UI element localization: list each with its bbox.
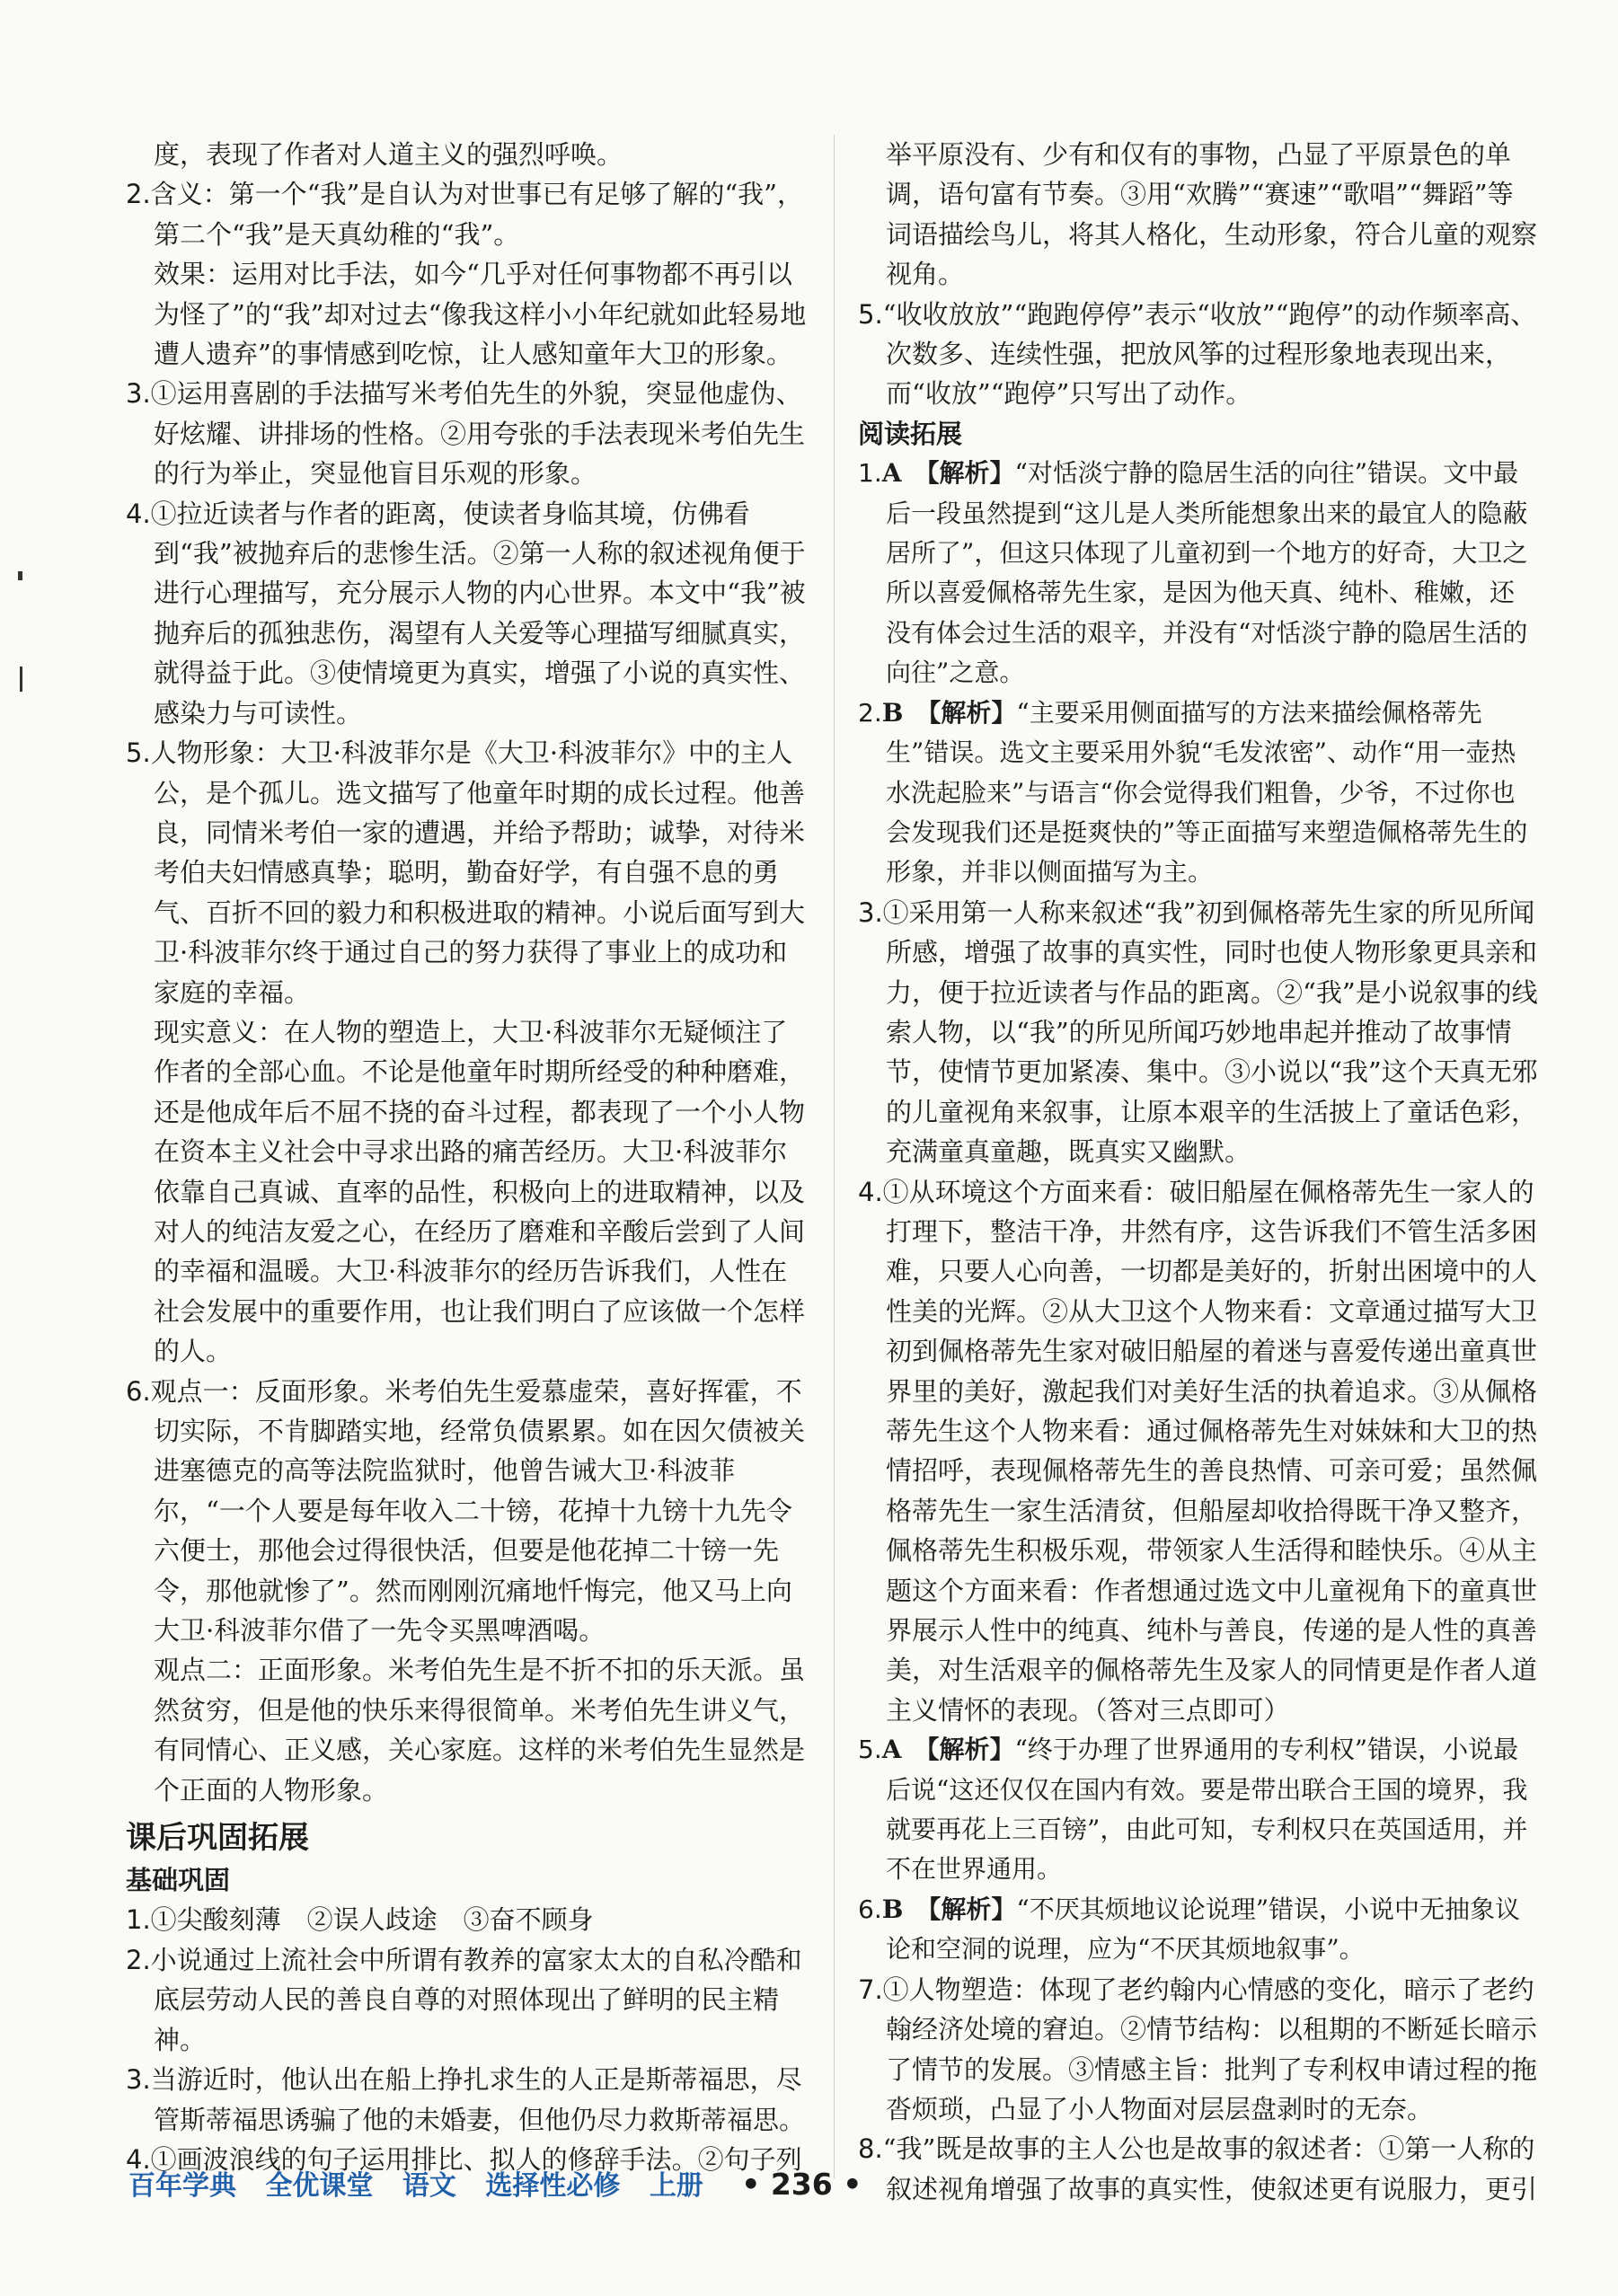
scan-mark [18,571,22,580]
item-text: ①人物塑造：体现了老约翰内心情感的变化，暗示了老约翰经济处境的窘迫。②情节结构：以租期的不断延长暗示了情节的发展。③情感主旨：批判了专利权申请过程的拖沓烦琐，凸显了小人物面对层层盘剥时的无奈。 [882,1974,1538,2124]
answer-item-b2 [126,1940,810,2060]
item-text: “不厌其烦地议论说理”错误，小说中无抽象议论和空洞的说理，应为“不厌其烦地叙事”。 [886,1894,1521,1965]
item-text: 当游近时，他认出在船上挣扎求生的人正是斯蒂福思，尽管斯蒂福思诱骗了他的未婚妻，但他仍尽力救斯蒂福思。 [150,2064,806,2135]
column-divider [834,135,835,2178]
right-column [858,135,1538,2209]
answer-item-r7 [858,1970,1538,2130]
item-number: 5. [858,1735,882,1765]
answer-item-4 [126,494,810,733]
answer-item-r4 [858,1172,1538,1731]
footer-subject: 语文 [402,2170,456,2202]
item-number: 1. [858,458,882,489]
answer-item-6 [126,1372,810,1651]
item-text: 小说通过上流社会中所谓有教养的富家太太的自私冷酷和底层劳动人民的善良自尊的对照体现出了鲜明的民主精神。 [150,1944,802,2055]
item-text: 人物形象：大卫·科波菲尔是《大卫·科波菲尔》中的主人公，是个孤儿。选文描写了他童年时期的成长过程。他善良，同情米考伯一家的遭遇，并给予帮助；诚挚，对待米考伯夫妇情感真挚；聪明，勤奋好学，有自强不息的勇气、百折不回的毅力和积极进取的精神。小说后面写到大卫·科波菲尔终于通过自己的努力获得了事业上的成功和家庭的幸福。 [150,737,806,1008]
item-number: 4. [126,498,151,529]
item-number: 1. [126,1904,151,1936]
item-number: 2. [858,697,882,728]
item-text: 含义：第一个“我”是自认为对世事已有足够了解的“我”，第二个“我”是天真幼稚的“我”。 [150,179,803,250]
item-paragraph: 观点二：正面形象。米考伯先生是不折不扣的乐天派。虽然贫穷，但是他的快乐来得很简单。米考伯先生讲义气，有同情心、正义感，关心家庭。这样的米考伯先生显然是个正面的人物形象。 [154,1655,806,1806]
answer-item-r5 [858,1730,1538,1890]
item-text: ①尖酸刻薄 ②误人歧途 ③奋不顾身 [150,1904,594,1936]
choice-answer: A [881,1735,902,1765]
item-paragraph: 现实意义：在人物的塑造上，大卫·科波菲尔无疑倾注了作者的全部心血。不论是他童年时期所经受的种种磨难，还是他成年后不屈不挠的奋斗过程，都表现了一个小人物在资本主义社会中寻求出路的痛苦经历。大卫·科波菲尔依靠自己真诚、直率的品性，积极向上的进取精神，以及对人的纯洁友爱之心，在经历了磨难和辛酸后尝到了人间的幸福和温暖。大卫·科波菲尔的经历告诉我们，人性在社会发展中的重要作用，也让我们明白了应该做一个怎样的人。 [154,1016,806,1367]
item-number: 3. [126,378,151,410]
item-text: ①运用喜剧的手法描写米考伯先生的外貌，突显他虚伪、好炫耀、讲排场的性格。②用夸张的手法表现米考伯先生的行为举止，突显他盲目乐观的形象。 [150,378,806,490]
item-number: 6. [126,1375,151,1407]
answer-item-r3 [858,893,1538,1172]
item-text: ①画波浪线的句子运用排比、拟人的修辞手法。②句子列 [150,2143,802,2175]
item-number: 2. [126,1944,151,1975]
answer-item-5 [126,733,810,1012]
item-text: ①从环境这个方面来看：破旧船屋在佩格蒂先生一家人的打理下，整洁干净，井然有序，这告诉我们不管生活多困难，只要人心向善，一切都是美好的，折射出困境中的人性美的光辉。②从大卫这个人物来看：文章通过描写大卫初到佩格蒂先生家对破旧船屋的着迷与喜爱传递出童真世界里的美好，激起我们对美好生活的执着追求。③从佩格蒂先生这个人物来看：通过佩格蒂先生对妹妹和大卫的热情招呼，表现佩格蒂先生的善良热情、可亲可爱；虽然佩格蒂先生一家生活清贫，但船屋却收拾得既干净又整齐，佩格蒂先生积极乐观，带领家人生活得和睦快乐。④从主题这个方面来看：作者想通过选文中儿童视角下的童真世界展示人性中的纯真、纯朴与善良，传递的是人性的真善美，对生活艰辛的佩格蒂先生及家人的同情更是作者人道主义情怀的表现。（答对三点即可） [882,1176,1538,1726]
item-number: 3. [858,896,883,928]
item-number: 5. [858,298,883,330]
answer-item-r6 [858,1890,1538,1970]
item-text: “对恬淡宁静的隐居生活的向往”错误。文中最后一段虽然提到“这儿是人类所能想象出来的最宜人的隐蔽居所了”，但这只体现了儿童初到一个地方的好奇，大卫之所以喜爱佩格蒂先生家，是因为他天真、纯朴、稚嫩，还没有体会过生活的艰辛，并没有“对恬淡宁静的隐居生活的向往”之意。 [886,458,1528,688]
item-text: ①拉近读者与作者的距离，使读者身临其境，仿佛看到“我”被抛弃后的悲惨生活。②第一人称的叙述视角便于进行心理描写，充分展示人物的内心世界。本文中“我”被抛弃后的孤独悲伤，渴望有人关爱等心理描写细腻真实，就得益于此。③使情境更为真实，增强了小说的真实性、感染力与可读性。 [150,498,806,729]
analysis-tag: 【解析】 [928,1894,1017,1924]
item-text: “我”既是故事的主人公也是故事的叙述者：①第一人称的叙述视角增强了故事的真实性，使叙述更有说服力，更引 [882,2133,1538,2204]
analysis-tag: 【解析】 [926,1735,1015,1765]
left-column [126,135,810,2179]
item-number: 3. [126,2064,151,2096]
page-number: • 236 • [741,2167,862,2202]
choice-answer: A [881,458,902,489]
item-number: 6. [858,1894,882,1924]
item-number: 2. [126,179,151,210]
scan-mark [20,667,22,692]
answer-item-b5 [858,295,1538,414]
item-text: “终于办理了世界通用的专利权”错误，小说最后说“这还仅仅在国内有效。要是带出联合王国的境界，我就要再花上三百镑”，由此可知，专利权只在英国适用，并不在世界通用。 [886,1735,1528,1885]
choice-answer: B [881,1894,904,1924]
footer-course: 选择性必修 [485,2170,621,2202]
choice-answer: B [881,697,904,728]
answer-item-2 [126,174,810,254]
item-number: 4. [126,2143,151,2175]
answer-item-b1 [126,1900,810,1939]
section-heading: 课后巩固拓展 [126,1820,309,1857]
footer-series: 全优课堂 [265,2170,374,2202]
analysis-tag: 【解析】 [926,458,1015,489]
item-text: 观点一：反面形象。米考伯先生爱慕虚荣，喜好挥霍，不切实际，不肯脚踏实地，经常负债累累。如在因欠债被关进塞德克的高等法院监狱时，他曾告诫大卫·科波菲尔，“一个人要是每年收入二十镑，花掉十九镑十九先令六便士，那他会过得很快活，但要是他花掉二十镑一先令，那他就惨了”。然而刚刚沉痛地忏悔完，他又马上向大卫·科波菲尔借了一先令买黑啤酒喝。 [150,1375,806,1647]
item-text: ①采用第一人称来叙述“我”初到佩格蒂先生家的所见所闻所感，增强了故事的真实性，同时也使人物形象更具亲和力，便于拉近读者与作品的距离。②“我”是小说叙事的线索人物，以“我”的所见所闻巧妙地串起并推动了故事情节，使情节更加紧凑、集中。③小说以“我”这个天真无邪的儿童视角来叙事，让原本艰辛的生活披上了童话色彩，充满童真童趣，既真实又幽默。 [882,896,1538,1168]
answer-item-r2 [858,693,1538,893]
item-number: 8. [858,2133,883,2165]
item-text: “主要采用侧面描写的方法来描绘佩格蒂先生”错误。选文主要采用外貌“毛发浓密”、动作“用一壶热水洗起脸来”与语言“你会觉得我们粗鲁，少爷，不过你也会发现我们还是挺爽快的”等正面描写来塑造佩格蒂先生的形象，并非以侧面描写为主。 [886,697,1528,887]
footer-volume: 上册 [649,2170,703,2202]
footer-brand: 百年学典 [128,2170,236,2202]
item-number: 5. [126,737,151,769]
item-number: 4. [858,1176,883,1207]
answer-item-3 [126,374,810,493]
continued-paragraph: 举平原没有、少有和仅有的事物，凸显了平原景色的单调，语句富有节奏。③用“欢腾”“赛速”“歌唱”“舞蹈”等词语描绘鸟儿，将其人格化，生动形象，符合儿童的观察视角。 [886,139,1538,290]
answer-item-r8 [858,2129,1538,2209]
item-number: 7. [858,1974,883,2005]
item-text: “收收放放”“跑跑停停”表示“收放”“跑停”的动作频率高、次数多、连续性强，把放风筝的过程形象地表现出来，而“收放”“跑停”只写出了动作。 [882,298,1537,410]
subsection-heading: 阅读拓展 [858,418,963,449]
continued-paragraph: 度，表现了作者对人道主义的强烈呼唤。 [154,139,623,170]
item-paragraph: 效果：运用对比手法，如今“几乎对任何事物都不再引以为怪了”的“我”却对过去“像我这样小小年纪就如此轻易地遭人遗弃”的事情感到吃惊，让人感知童年大卫的形象。 [154,259,807,370]
answer-item-r1 [858,454,1538,693]
subsection-heading: 基础巩固 [126,1865,231,1896]
analysis-tag: 【解析】 [928,697,1017,728]
page-footer [128,2163,881,2203]
answer-item-b3 [126,2060,810,2140]
